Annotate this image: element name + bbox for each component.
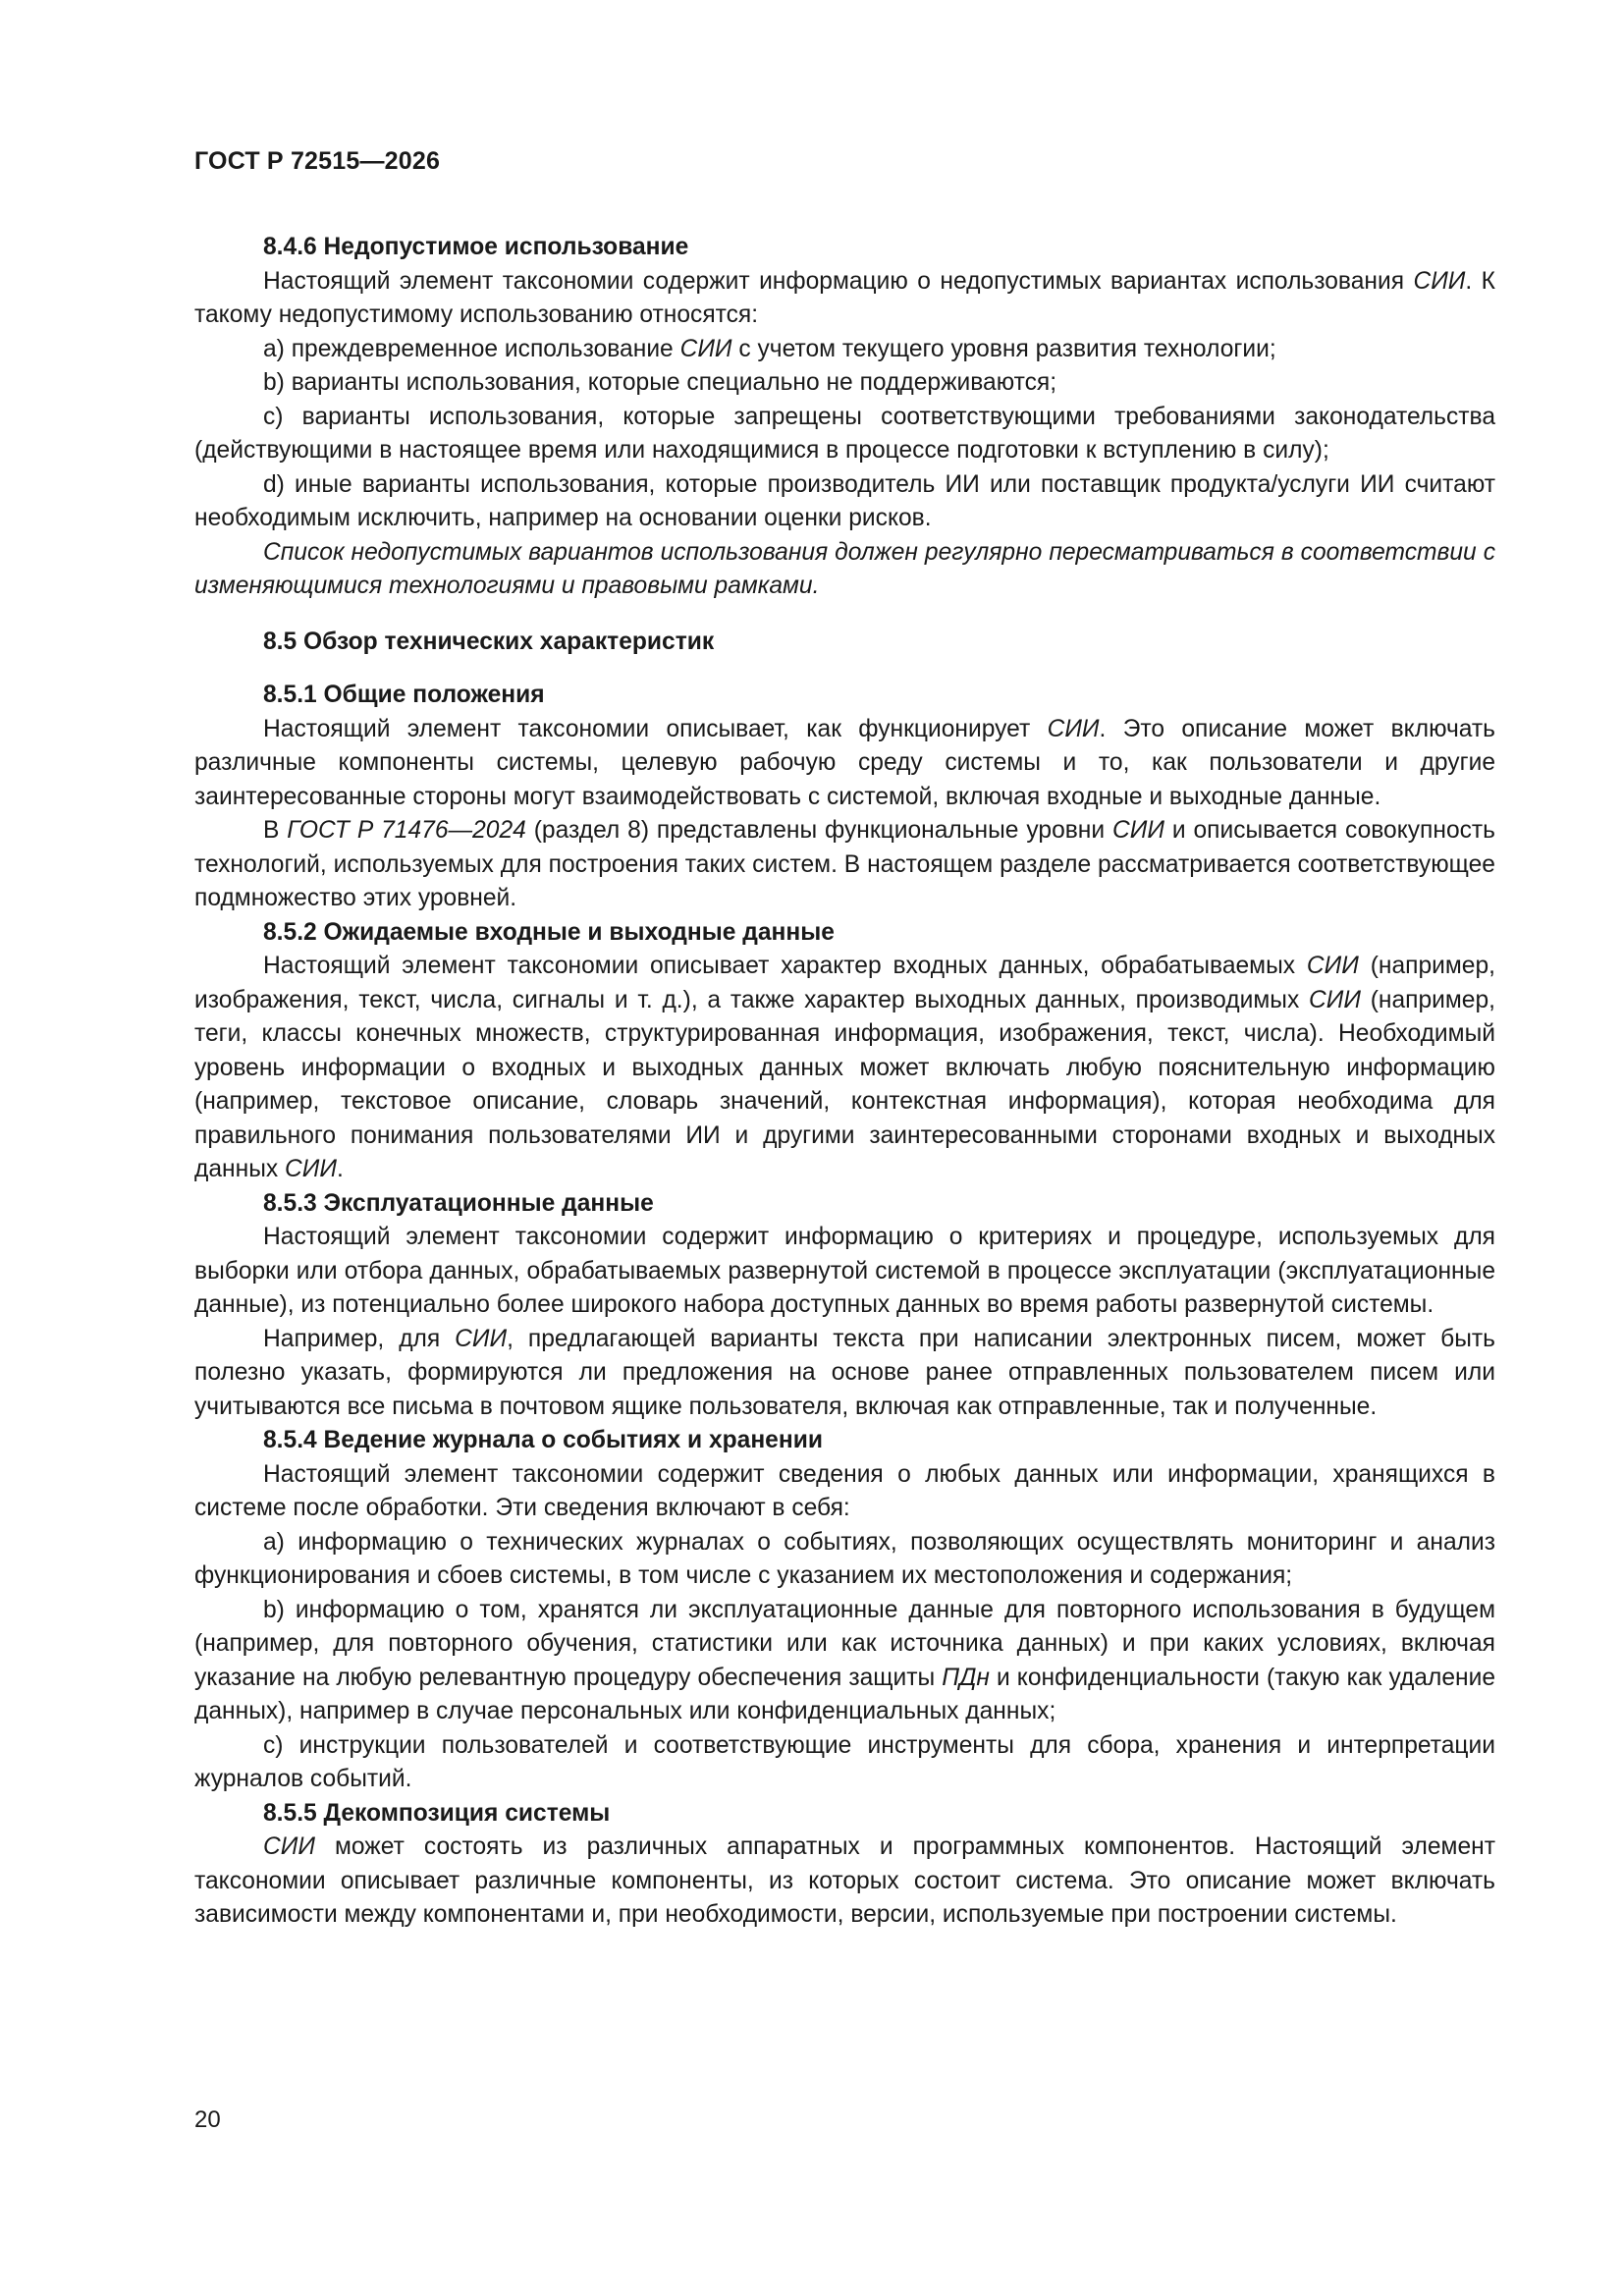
list-item-a: а) информацию о технических журналах о событиях, позволяющих осуществлять мониторинг и анализ функционирования и сбоев системы, в том числе с указанием их местоположения и содержания; [194, 1528, 1495, 1589]
list-item-a: а) преждевременное использование СИИ с учетом текущего уровня развития технологии; [263, 335, 1276, 362]
paragraph: Настоящий элемент таксономии описывает, как функционирует СИИ. Это описание может включать различные компоненты системы, целевую рабочую среду системы и то, как пользователи и другие заинтересованные стороны могут взаимодействовать с системой, включая входные и выходные данные. [194, 715, 1495, 810]
paragraph: Настоящий элемент таксономии содержит сведения о любых данных или информации, хранящихся в системе после обработки. Эти сведения включают в себя: [194, 1460, 1495, 1521]
document-page [194, 147, 1495, 1933]
section-heading-8-4-6: 8.4.6 Недопустимое использование [263, 234, 689, 260]
document-body [194, 231, 1495, 1933]
paragraph: СИИ может состоять из различных аппаратных и программных компонентов. Настоящий элемент таксономии описывает различные компоненты, из которых состоит система. Это описание может включать зависимости между компонентами и, при необходимости, версии, используемые при построении системы. [194, 1833, 1495, 1928]
paragraph: Настоящий элемент таксономии содержит информацию о недопустимых вариантах использования СИИ. К такому недопустимому использованию относятся: [194, 267, 1495, 328]
italic-note: Список недопустимых вариантов использования должен регулярно пересматриваться в соответствии с изменяющимися технологиями и правовыми рамками. [194, 538, 1495, 599]
paragraph: Настоящий элемент таксономии содержит информацию о критериях и процедуре, используемых для выборки или отбора данных, обрабатываемых развернутой системой в процессе эксплуатации (эксплуатационные данные), из потенциально более широкого набора доступных данных во время работы развернутой системы. [194, 1224, 1495, 1318]
paragraph: В ГОСТ Р 71476—2024 (раздел 8) представлены функциональные уровни СИИ и описывается совокупность технологий, используемых для построения таких систем. В настоящем разделе рассматривается соответствующее подмножество этих уровней. [194, 817, 1495, 911]
section-heading-8-5-3: 8.5.3 Эксплуатационные данные [263, 1189, 654, 1217]
section-heading-8-5-5: 8.5.5 Декомпозиция системы [263, 1799, 611, 1827]
page-number: 20 [194, 2106, 221, 2133]
section-heading-8-5-4: 8.5.4 Ведение журнала о событиях и хранении [263, 1427, 823, 1453]
section-heading-8-5-2: 8.5.2 Ожидаемые входные и выходные данные [263, 918, 835, 946]
list-item-b: b) варианты использования, которые специально не поддерживаются; [263, 369, 1057, 396]
list-item-c: с) варианты использования, которые запрещены соответствующими требованиями законодательства (действующими в настоящее время или находящимися в процессе подготовки к вступлению в силу); [194, 403, 1495, 464]
section-heading-8-5-1: 8.5.1 Общие положения [263, 682, 545, 708]
list-item-b: b) информацию о том, хранятся ли эксплуатационные данные для повторного использования в будущем (например, для повторного обучения, статистики или как источника данных) и при каких условиях, включая указание на любую релевантную процедуру обеспечения защиты ПДн и конфиденциальности (такую как удаление данных), например в случае персональных или конфиденциальных данных; [194, 1596, 1495, 1724]
section-heading-8-5: 8.5 Обзор технических характеристик [263, 628, 715, 655]
paragraph: Например, для СИИ, предлагающей варианты текста при написании электронных писем, может быть полезно указать, формируются ли предложения на основе ранее отправленных пользователем писем или учитываются все письма в почтовом ящике пользователя, включая как отправленные, так и полученные. [194, 1325, 1495, 1420]
list-item-d: d) иные варианты использования, которые производитель ИИ или поставщик продукта/услуги ИИ считают необходимым исключить, например на основании оценки рисков. [194, 470, 1495, 531]
list-item-c: с) инструкции пользователей и соответствующие инструменты для сбора, хранения и интерпретации журналов событий. [194, 1731, 1495, 1792]
paragraph: Настоящий элемент таксономии описывает характер входных данных, обрабатываемых СИИ (например, изображения, текст, числа, сигналы и т. д.), а также характер выходных данных, производимых СИИ (например, теги, классы конечных множеств, структурированная информация, изображения, текст, числа). Необходимый уровень информации о входных и выходных данных может включать любую пояснительную информацию (например, текстовое описание, словарь значений, контекстная информация), которая необходима для правильного понимания пользователями ИИ и другими заинтересованными сторонами входных и выходных данных СИИ. [194, 953, 1495, 1182]
document-header: ГОСТ Р 72515—2026 [194, 147, 441, 175]
